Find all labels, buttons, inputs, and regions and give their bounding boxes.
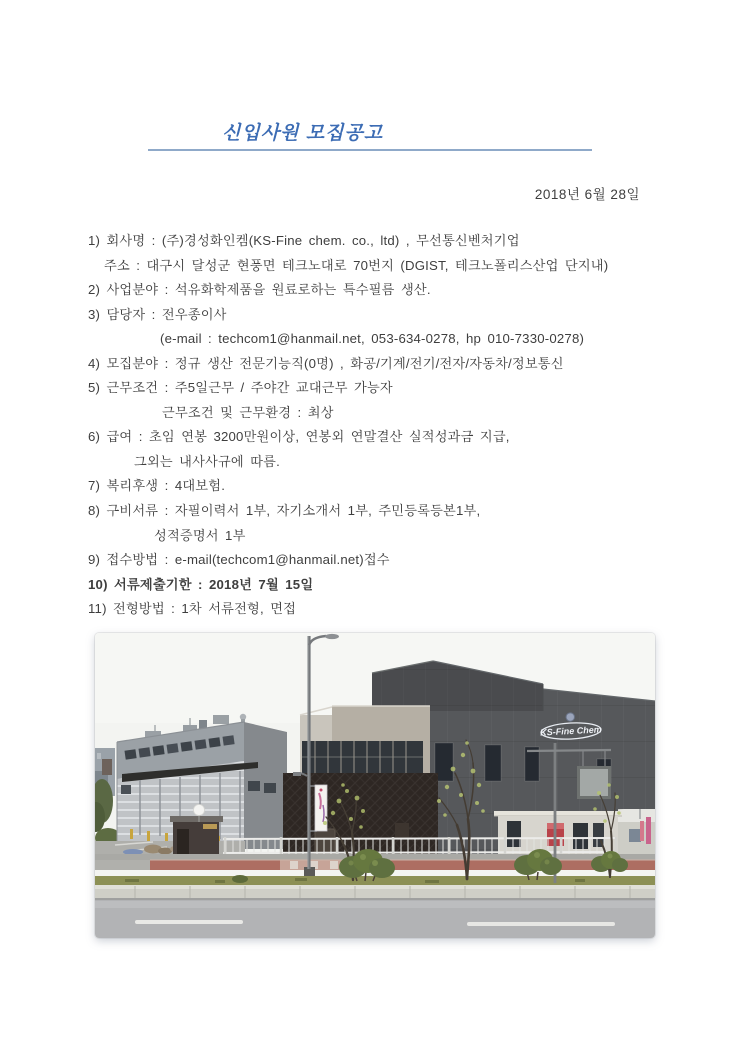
notice-lines (88, 229, 688, 622)
notice-line: 9) 접수방법 : e-mail(techcom1@hanmail.net)접수 (88, 552, 390, 568)
grass-tuft (232, 875, 248, 883)
notice-line: 4) 모집분야 : 정규 생산 전문기능직(0명) , 화공/기계/전기/전자/자동차/정보통신 (88, 355, 564, 371)
lane-marking (467, 922, 615, 926)
company-logo-icon (566, 713, 575, 722)
notice-line: 성적증명서 1부 (154, 527, 246, 543)
notice-line: 주소 : 대구시 달성군 현풍면 테크노대로 70번지 (DGIST, 테크노폴리스산업 단지내) (104, 257, 609, 273)
median-curb (95, 885, 655, 899)
notice-line: 5) 근무조건 : 주5일근무 / 주야간 교대근무 가능자 (88, 380, 393, 396)
road (95, 898, 655, 938)
notice-line: 10) 서류제출기한 : 2018년 7월 15일 (88, 576, 314, 592)
notice-line: 7) 복리후생 : 4대보험. (88, 478, 226, 494)
building-photo (95, 633, 655, 938)
lamp-head-icon (325, 634, 339, 639)
notice-line: 1) 회사명 : (주)경성화인켐(KS-Fine chem. co., ltd) , 무선통신벤처기업 (88, 233, 520, 248)
annex-building (283, 706, 438, 860)
page-title: 신입사원 모집공고 (222, 123, 384, 144)
title-underline (148, 149, 592, 151)
notice-line: 그외는 내사사규에 따름. (134, 453, 280, 469)
notice-line: 6) 급여 : 초임 연봉 3200만원이상, 연봉외 연말결산 실적성과금 지급, (88, 429, 510, 445)
globe-lamp (194, 805, 205, 816)
lane-marking (135, 920, 243, 924)
notice-line: 3) 담당자 : 전우종이사 (88, 306, 227, 322)
notice-line: 8) 구비서류 : 자필이력서 1부, 자기소개서 1부, 주민등록등본1부, (88, 503, 481, 519)
annex-glass-band (302, 741, 423, 773)
sign-text: KS-Fine Chem (540, 724, 602, 738)
notice-line: 근무조건 및 근무환경 : 최상 (162, 404, 334, 420)
red-path (150, 860, 655, 870)
notice-line: 11) 전형방법 : 1차 서류전형, 면접 (88, 601, 297, 617)
notice-line: (e-mail : techcom1@hanmail.net, 053-634-0278, hp 010-7330-0278) (160, 331, 585, 347)
date-text: 2018년 6월 28일 (534, 187, 640, 202)
guard-house-plaque (203, 824, 217, 829)
notice-line: 2) 사업분야 : 석유화학제품을 원료로하는 특수필름 생산. (88, 282, 431, 298)
